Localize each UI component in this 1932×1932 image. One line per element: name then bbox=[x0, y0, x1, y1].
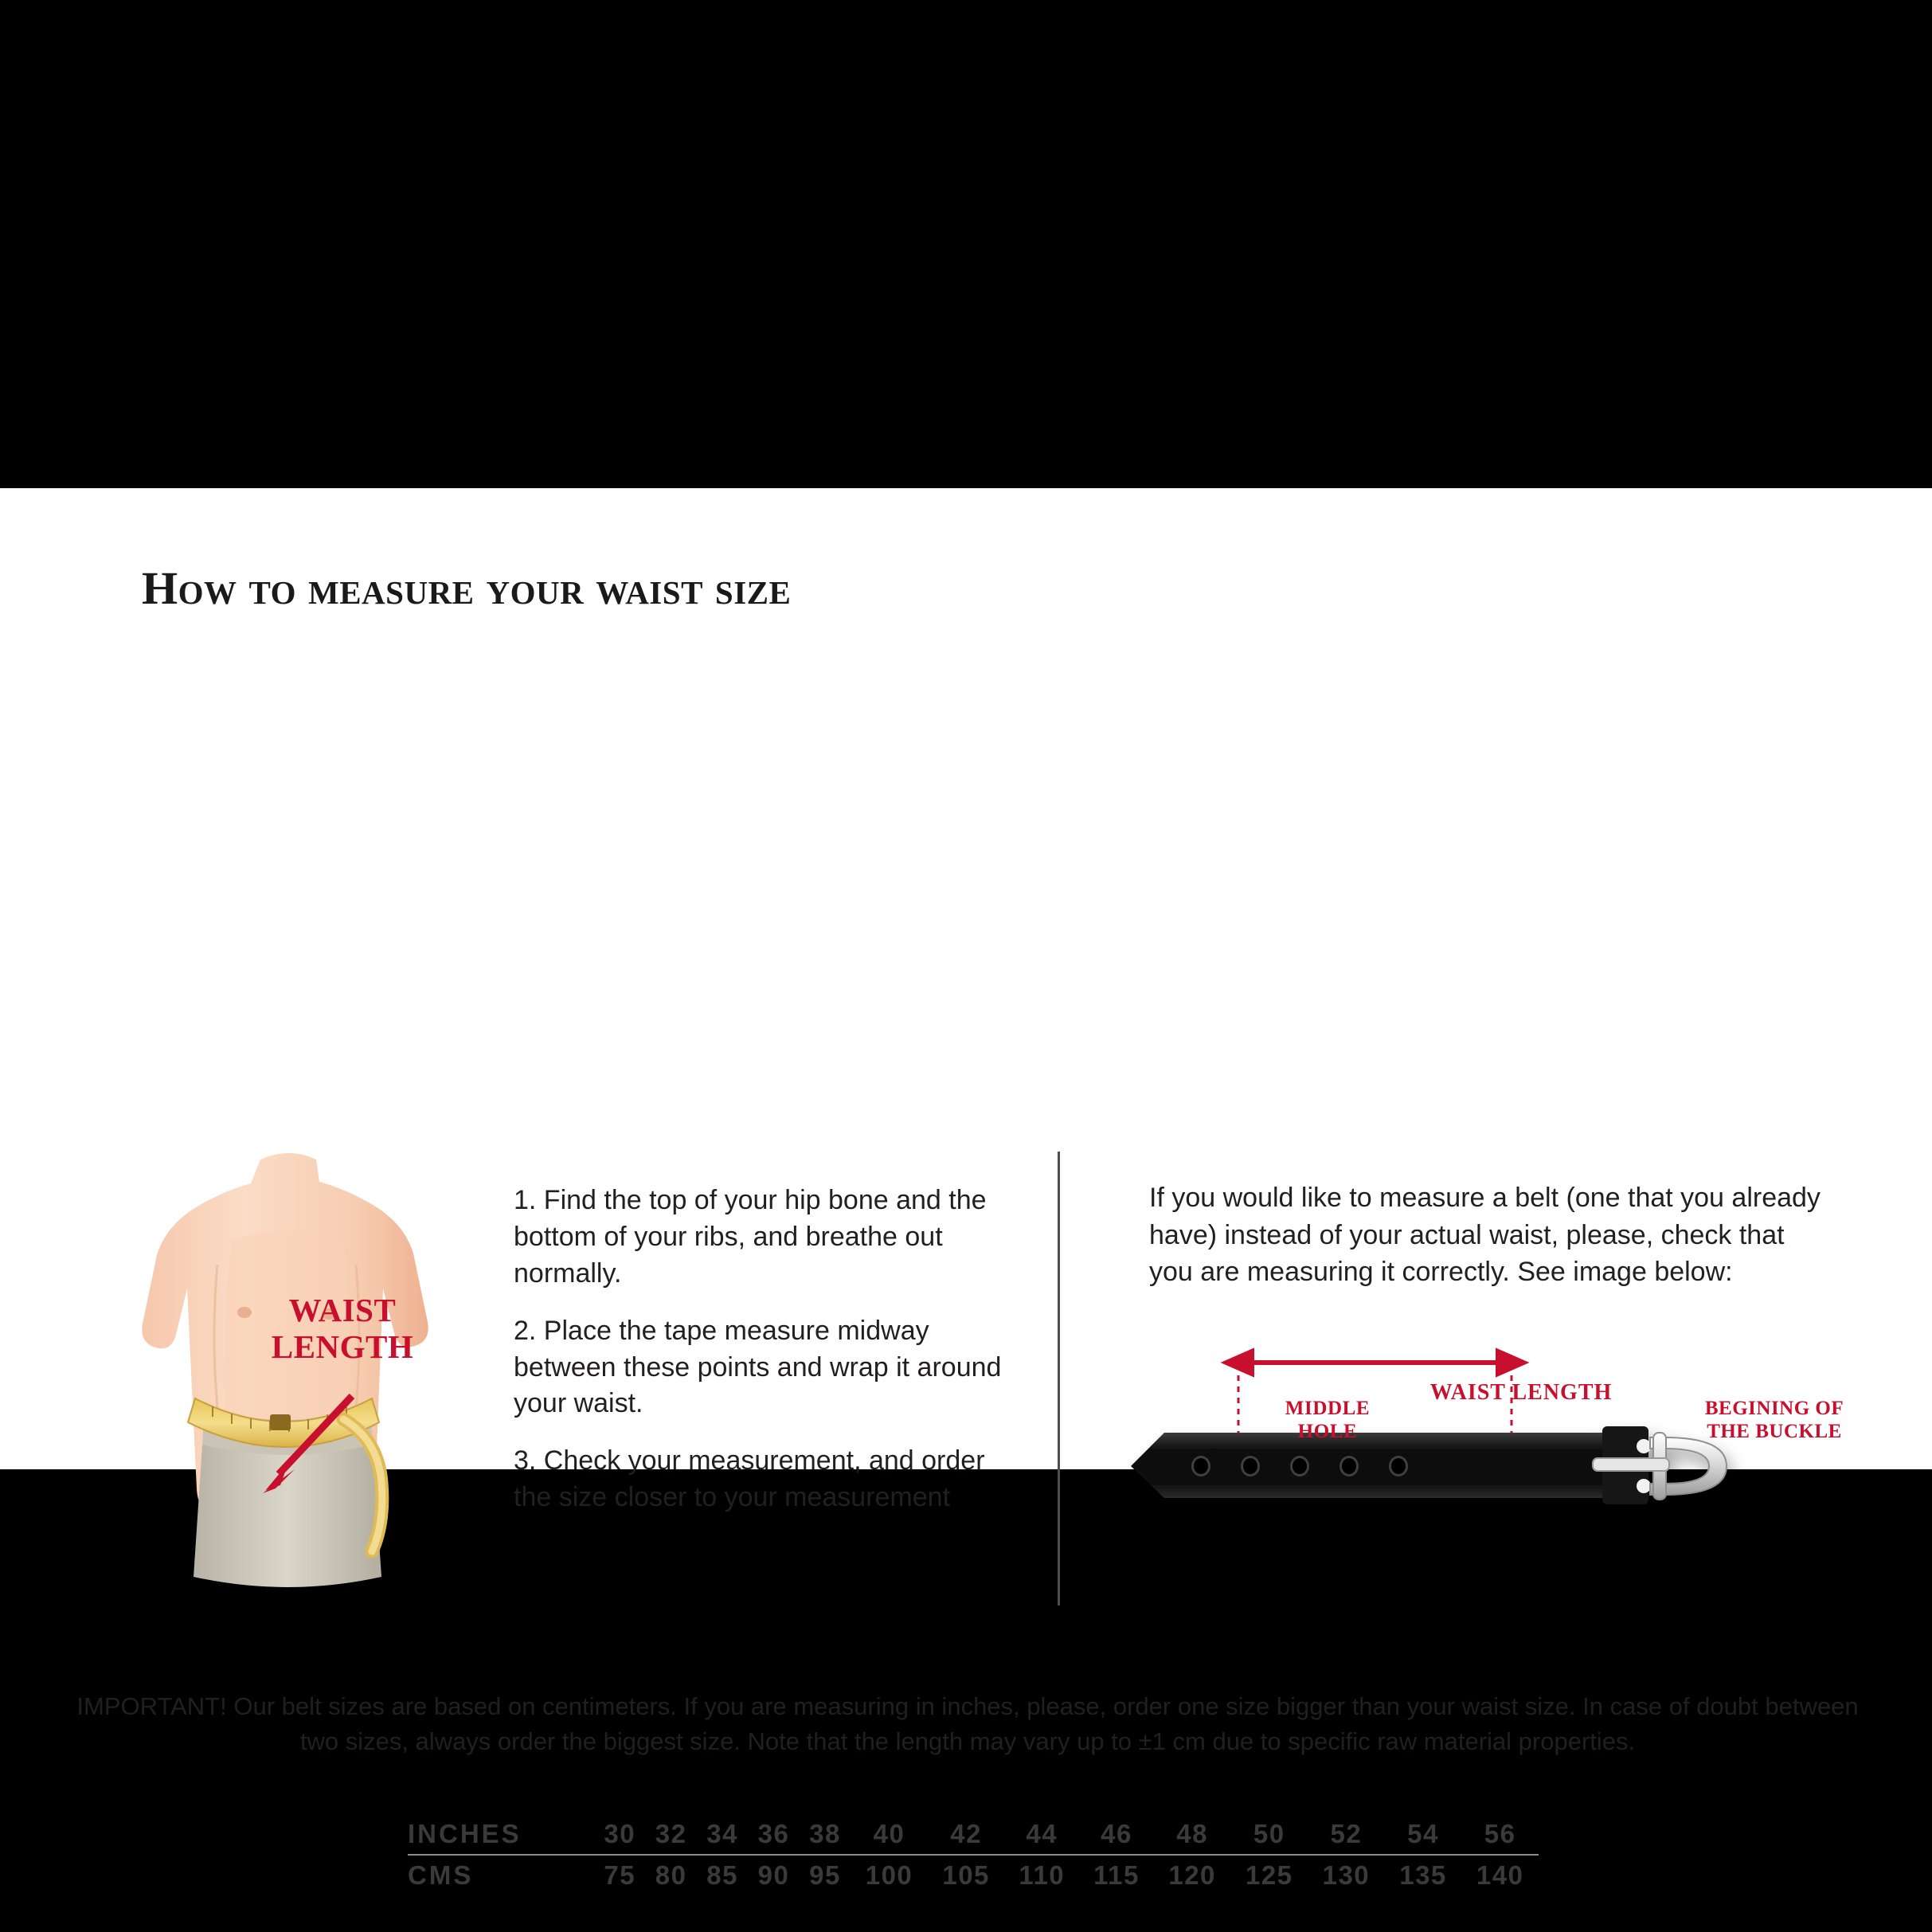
cell-cms: 90 bbox=[757, 1860, 790, 1890]
waist-label-line2: LENGTH bbox=[271, 1328, 414, 1365]
step-3: 3. Check your measurement, and order the size closer to your measurement bbox=[514, 1445, 985, 1513]
table-row-cms bbox=[408, 1855, 1539, 1895]
cell-cms: 95 bbox=[809, 1860, 841, 1890]
cell-inches: 46 bbox=[1079, 1814, 1154, 1855]
middle-hole-line1: MIDDLE bbox=[1285, 1398, 1371, 1419]
waist-length-callout bbox=[239, 1293, 446, 1366]
cell-inches: 56 bbox=[1461, 1814, 1539, 1855]
table-row-inches bbox=[408, 1814, 1539, 1855]
cell-cms: 125 bbox=[1245, 1860, 1293, 1890]
cell-inches: 50 bbox=[1230, 1814, 1308, 1855]
cell-cms: 80 bbox=[655, 1860, 687, 1890]
measure-steps bbox=[514, 1183, 1015, 1537]
cell-cms: 135 bbox=[1399, 1860, 1447, 1890]
cell-cms: 140 bbox=[1476, 1860, 1524, 1890]
red-arrow-icon bbox=[239, 1386, 382, 1506]
cell-inches: 38 bbox=[800, 1814, 851, 1855]
cell-inches: 32 bbox=[645, 1814, 696, 1855]
buckle-line2: THE BUCKLE bbox=[1707, 1420, 1842, 1442]
cell-inches: 48 bbox=[1154, 1814, 1231, 1855]
cell-inches: 30 bbox=[594, 1814, 645, 1855]
torso-illustration bbox=[76, 1145, 498, 1607]
cell-cms: 120 bbox=[1168, 1860, 1216, 1890]
cell-cms: 110 bbox=[1019, 1860, 1066, 1890]
page-title: How to measure your waist size bbox=[142, 562, 792, 614]
cell-inches: 42 bbox=[928, 1814, 1005, 1855]
size-guide-sheet bbox=[0, 488, 1932, 1890]
cell-cms: 85 bbox=[706, 1860, 738, 1890]
size-conversion-table bbox=[408, 1814, 1539, 1895]
label-belt-waist-length: WAIST LENGTH bbox=[1429, 1380, 1613, 1405]
label-beginning-of-buckle bbox=[1679, 1398, 1870, 1444]
middle-hole-line2: HOLE bbox=[1297, 1420, 1358, 1442]
step-2: 2. Place the tape measure midway between these points and wrap it around your waist. bbox=[514, 1315, 1002, 1419]
belt-measure-intro: If you would like to measure a belt (one that you already have) instead of your actual waist, please, check that you are measuring it correctly. See image below: bbox=[1149, 1183, 1821, 1288]
cell-inches: 34 bbox=[697, 1814, 748, 1855]
cell-cms: 115 bbox=[1093, 1860, 1140, 1890]
cell-cms: 75 bbox=[604, 1860, 636, 1890]
cell-cms: 130 bbox=[1322, 1860, 1371, 1890]
cell-inches: 44 bbox=[1004, 1814, 1079, 1855]
cell-cms: 105 bbox=[942, 1860, 990, 1890]
cell-cms: 100 bbox=[865, 1860, 913, 1890]
important-note: IMPORTANT! Our belt sizes are based on centimeters. If you are measuring in inches, please, order one size bigger than your waist size. In case of doubt between two sizes, always order the biggest size. Note that the length may vary up to ±1 cm due to specific raw material properties. bbox=[76, 1692, 1859, 1756]
cell-inches: 52 bbox=[1308, 1814, 1385, 1855]
cell-inches: 40 bbox=[851, 1814, 928, 1855]
waist-label-line1: WAIST bbox=[288, 1292, 397, 1328]
cell-inches: 54 bbox=[1385, 1814, 1462, 1855]
column-divider bbox=[1058, 1152, 1060, 1605]
step-1: 1. Find the top of your hip bone and the bottom of your ribs, and breathe out normally. bbox=[514, 1185, 987, 1289]
row-label-inches: INCHES bbox=[408, 1814, 594, 1855]
buckle-line1: BEGINING OF bbox=[1704, 1398, 1844, 1419]
cell-inches: 36 bbox=[748, 1814, 799, 1855]
label-middle-hole bbox=[1252, 1398, 1403, 1444]
row-label-cms: CMS bbox=[408, 1860, 474, 1890]
belt-illustration bbox=[1115, 1332, 1848, 1611]
